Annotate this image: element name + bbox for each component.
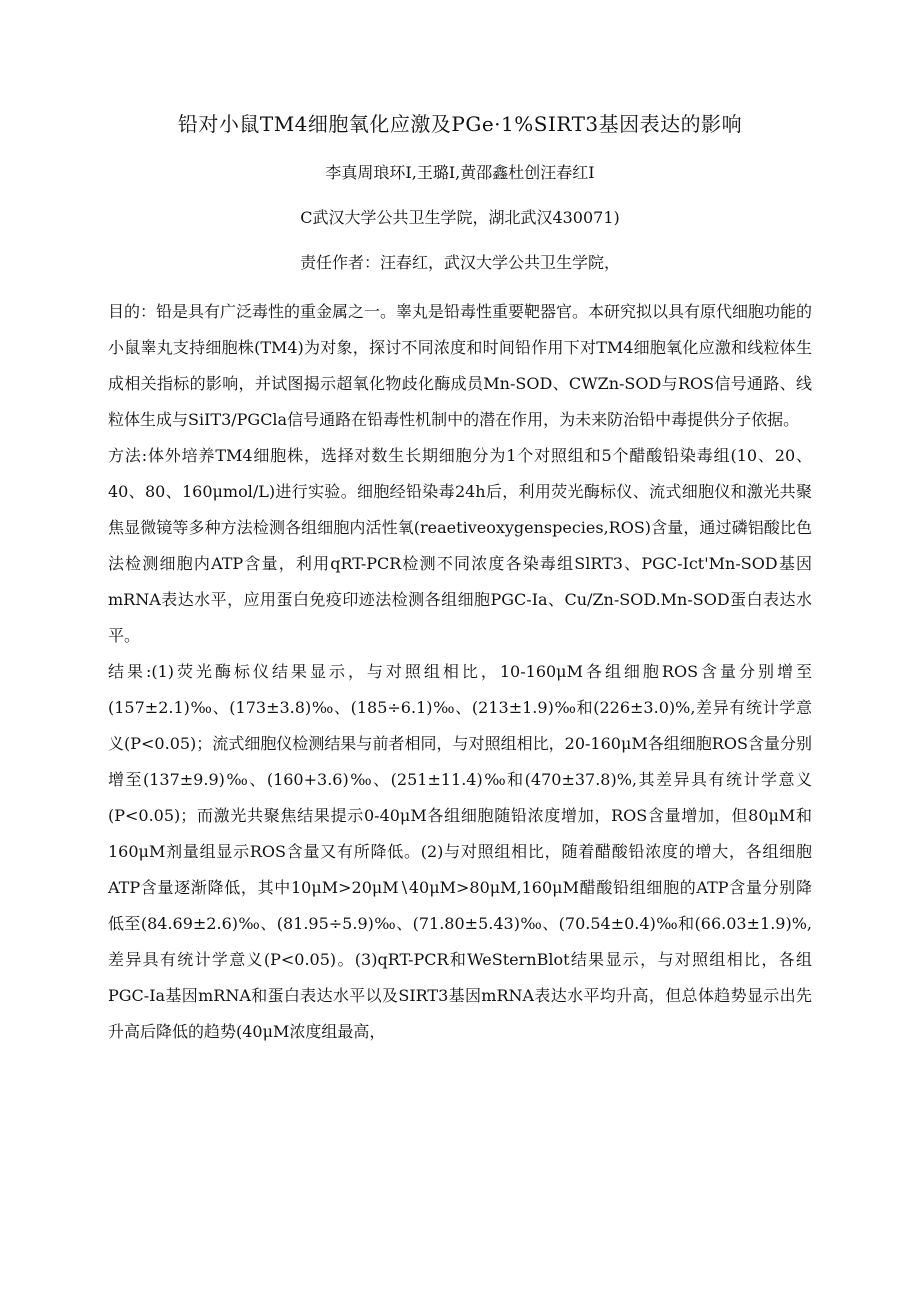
author-list: 李真周琅环I,王璐I,黄邵鑫杜创汪春红I [325,163,595,182]
objective-paragraph: 目的：铅是具有广泛毒性的重金属之一。睾丸是铅毒性重要靶器官。本研究拟以具有原代细胞功能的小鼠睾丸支持细胞株(TM4)为对象，探讨不同浓度和时间铅作用下对TM4细胞氧化应激和线粒体生成相关指标的影响，并试图揭示超氧化物歧化酶成员Mn-SOD、CWZn-SOD与ROS信号通路、线粒体生成与SiIT3/PGCla信号通路在铅毒性机制中的潜在作用，为未来防治铅中毒提供分子依据。 [108,302,813,429]
abstract-body [108,294,812,1050]
corresponding-author: 责任作者：汪春红，武汉大学公共卫生学院， [299,253,620,272]
paper-title: 铅对小鼠TM4细胞氧化应激及PGe·1%SIRT3基因表达的影响 [177,112,743,136]
results-paragraph: 结果:(1)荧光酶标仪结果显示，与对照组相比，10-160μM各组细胞ROS含量分别增至(157±2.1)‰、(173±3.8)‰、(185÷6.1)‰、(213±1.9)‰和(226±3.0)%,差异有统计学意义(P<0.05)；流式细胞仪检测结果与前者相同，与对照组相比，20-160μM各组细胞ROS含量分别增至(137±9.9)‰、(160+3.6)‰、(251±11.4)‰和(470±37.8)%,其差异具有统计学意义(P<0.05)；而激光共聚焦结果提示0-40μM各组细胞随铅浓度增加，ROS含量增加，但80μM和160μM剂量组显示ROS含量又有所降低。(2)与对照组相比，随着醋酸铅浓度的增大，各组细胞ATP含量逐渐降低，其中10μM>20μM∖40μM>80μM,160μM醋酸铅组细胞的ATP含量分别降低至(84.69±2.6)‰、(81.95÷5.9)‰、(71.80±5.43)‰、(70.54±0.4)‰和(66.03±1.9)%,差异具有统计学意义(P<0.05)。(3)qRT-PCR和WeSternBlot结果显示，与对照组相比，各组PGC-Ia基因mRNA和蛋白表达水平以及SIRT3基因mRNA表达水平均升高，但总体趋势显示出先升高后降低的趋势(40μM浓度组最高， [108,662,812,1041]
affiliation: C武汉大学公共卫生学院，湖北武汉430071) [300,208,620,227]
methods-paragraph: 方法:体外培养TM4细胞株，选择对数生长期细胞分为1个对照组和5个醋酸铅染毒组(10、20、40、80、160μmol∕L)进行实验。细胞经铅染毒24h后，利用荧光酶标仪、流式细胞仪和激光共聚焦显微镜等多种方法检测各组细胞内活性氧(reaetiveoxygenspecies,ROS)含量，通过磷铝酸比色法检测细胞内ATP含量，利用qRT-PCR检测不同浓度各染毒组SlRT3、PGC-Ict'Mn-SOD基因mRNA表达水平，应用蛋白免疫印迹法检测各组细胞PGC-Ia、Cu/Zn-SOD.Mn-SOD蛋白表达水平。 [108,446,812,645]
